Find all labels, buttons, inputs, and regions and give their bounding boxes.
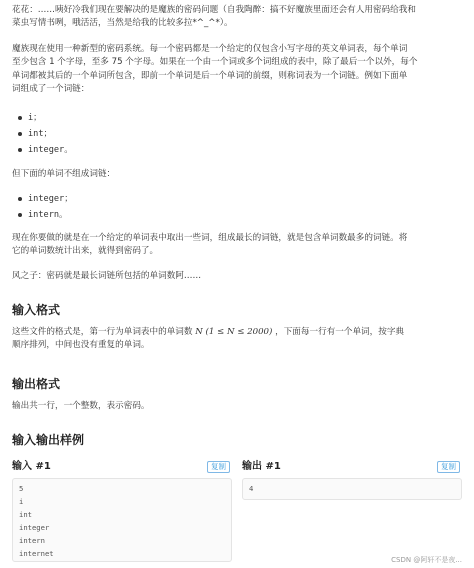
input-format-line: 顺序排列，中间也没有重复的单词。 [12,340,150,351]
sample-output-header [242,459,460,475]
list-item: int； [18,126,73,142]
code-line: 5 [19,484,24,493]
output-format-heading: 输出格式 [12,377,61,391]
sample-input-header [12,459,230,475]
input-format-text: ，下面每一行有一个单词，按字典 [275,327,405,337]
not-chain-label: 但下面的单词不组成词链： [12,169,116,179]
input-format-line [12,326,464,339]
intro-line: 花花：……咦好冷我们现在要解决的是魔族的密码问题（自我陶醉：搞不好魔族里面还会有人用密码给我和 [12,5,416,15]
intro-line: 菜虫写情书咧，哦活活，当然是给我的比较多拉*^_^*）。 [12,18,233,29]
sample-output-title: 输出 #1 [242,461,281,472]
input-format-paragraph [12,326,464,353]
task-paragraph [12,232,464,259]
code-line: i [19,497,24,506]
samples-heading: 输入输出样例 [12,433,85,447]
output-format-text: 输出共一行，一个整数，表示密码。 [12,401,150,411]
list-item: integer； [18,191,73,207]
description-line: 词组成了一个词链： [12,83,90,94]
hint-text: 风之子：密码就是最长词链所包括的单词数阿…… [12,271,202,281]
list-item: i； [18,110,73,126]
copy-output-button[interactable]: 复制 [437,461,460,473]
description-paragraph [12,43,464,96]
chain-example-list [18,110,73,158]
sample-input-box[interactable] [12,478,232,562]
intro-paragraph [12,4,464,31]
watermark: CSDN @阿轩不是夜... [391,556,462,565]
input-format-heading: 输入格式 [12,303,61,317]
description-line: 魔族现在使用一种新型的密码系统。每一个密码都是一个给定的仅包含小写字母的英文单词表，每个单词 [12,44,408,54]
code-line: 4 [249,484,254,493]
sample-output-box[interactable] [242,478,462,500]
code-line: integer [19,523,50,532]
description-line: 至少包含 1 个字母，至多 75 个字母。如果在一个由一个词或多个词组成的表中，除了最后一个以外，每个 [12,57,418,68]
copy-input-button[interactable]: 复制 [207,461,230,473]
task-line: 现在你要做的就是在一个给定的单词表中取出一些词，组成最长的词链，就是包含单词数最多的词链。将 [12,233,408,243]
not-chain-example-list [18,191,73,223]
code-line: int [19,510,32,519]
list-item: integer。 [18,142,73,158]
code-line: intern [19,536,45,545]
input-format-text: 这些文件的格式是，第一行为单词表中的单词数 [12,327,193,337]
sample-input-title: 输入 #1 [12,461,51,472]
input-format-formula: N (1 ≤ N ≤ 2000) [195,327,273,337]
code-line: internet [19,549,54,558]
task-line: 它的单词数统计出来，就得到密码了。 [12,246,159,257]
list-item: intern。 [18,207,73,223]
description-line: 单词都被其后的一个单词所包含，即前一个单词是后一个单词的前缀，则称词表为一个词链。例如下面单 [12,70,408,81]
